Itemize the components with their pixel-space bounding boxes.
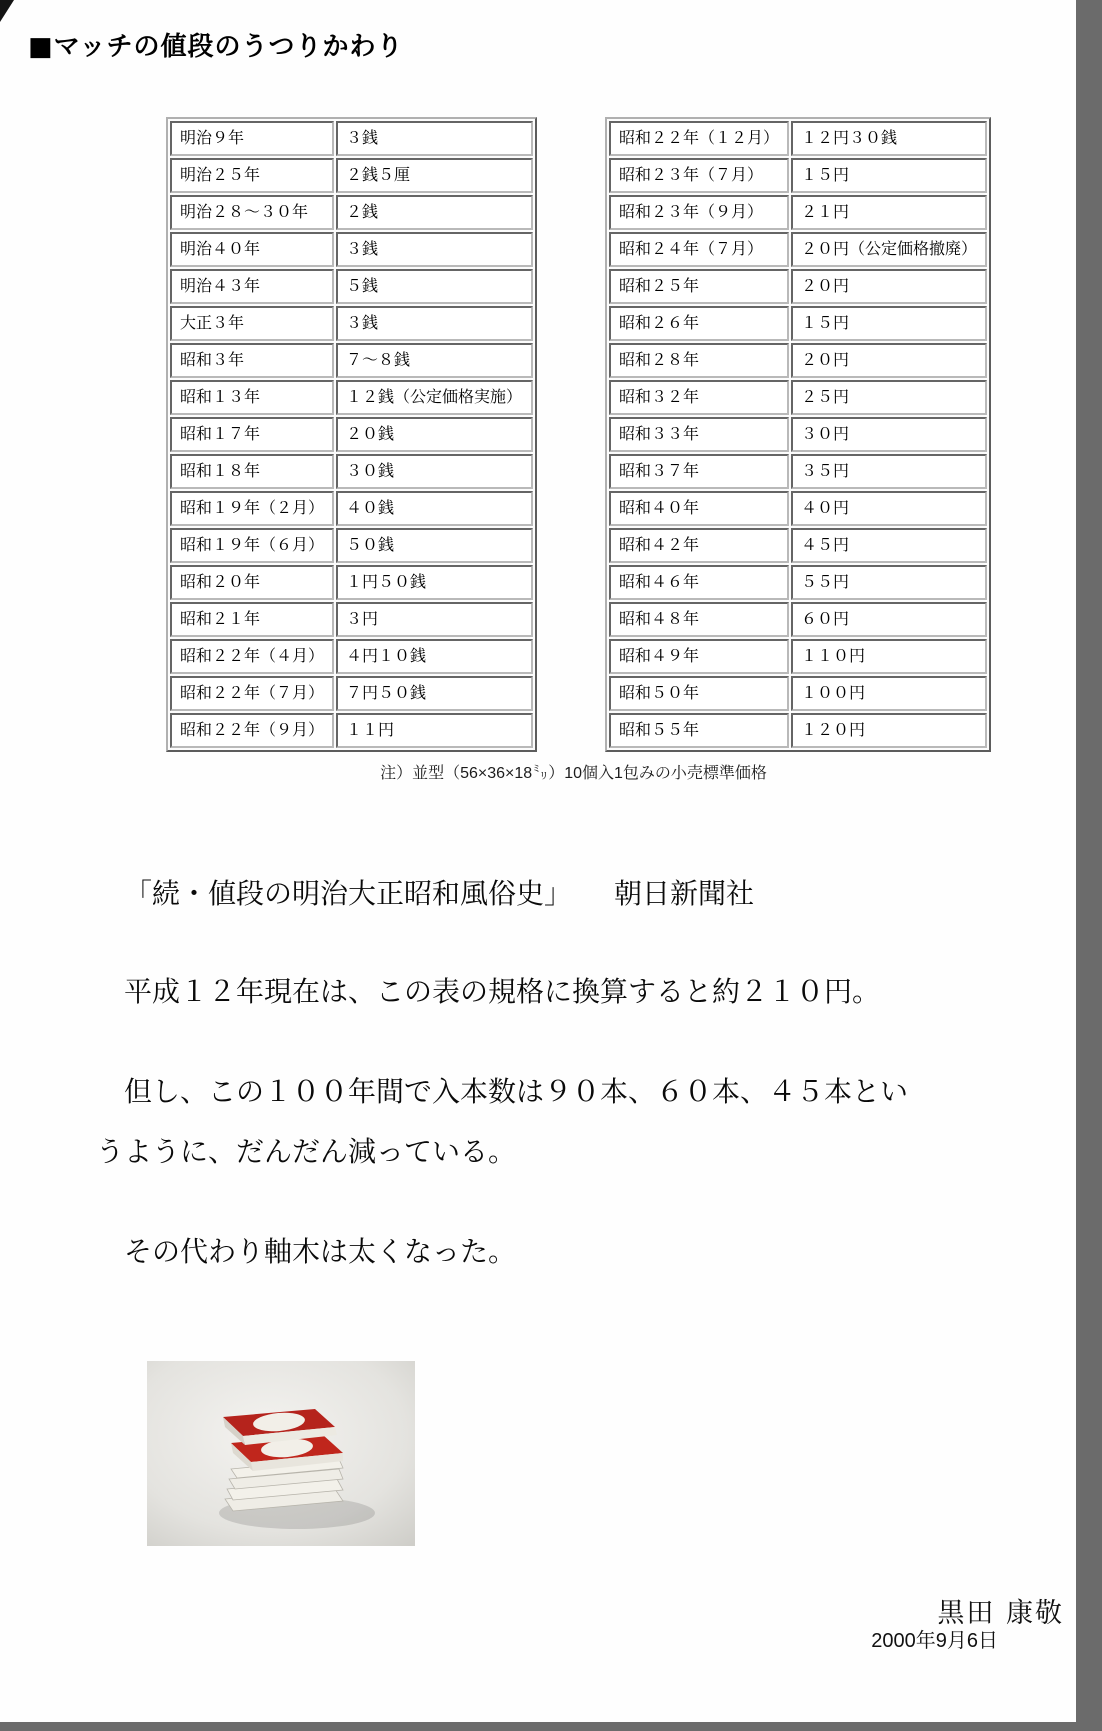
table-cell: ３０銭	[336, 454, 533, 489]
table-cell: ４円１０銭	[336, 639, 533, 674]
table-cell: １１０円	[791, 639, 987, 674]
table-cell: １２銭（公定価格実施）	[336, 380, 533, 415]
table-cell: 昭和２６年	[609, 306, 789, 341]
table-cell: ２５円	[791, 380, 987, 415]
table-cell: 昭和１３年	[170, 380, 334, 415]
table-cell: 昭和３３年	[609, 417, 789, 452]
table-row	[170, 713, 533, 748]
table-cell: ２０円	[791, 343, 987, 378]
table-cell: 昭和２２年（４月）	[170, 639, 334, 674]
table-cell: 昭和２２年（１２月）	[609, 121, 789, 156]
table-cell: １００円	[791, 676, 987, 711]
table-cell: 昭和１７年	[170, 417, 334, 452]
table-cell: 昭和２０年	[170, 565, 334, 600]
table-row	[609, 306, 987, 341]
table-cell: ３０円	[791, 417, 987, 452]
paragraph-stick-count: 但し、この１００年間で入本数は９０本、６０本、４５本というように、だんだん減っている。	[96, 1075, 909, 1168]
table-row	[170, 380, 533, 415]
price-table-showa22-showa55	[605, 117, 991, 752]
table-row	[609, 676, 987, 711]
table-cell: 昭和２５年	[609, 269, 789, 304]
table-cell: 明治４０年	[170, 232, 334, 267]
table-row	[609, 195, 987, 230]
table-cell: １５円	[791, 158, 987, 193]
table-row	[170, 639, 533, 674]
table-cell: 昭和２４年（７月）	[609, 232, 789, 267]
table-cell: ３銭	[336, 232, 533, 267]
table-cell: 昭和３２年	[609, 380, 789, 415]
page-edge-bottom	[0, 1722, 1102, 1731]
table-cell: ２１円	[791, 195, 987, 230]
table-cell: ３５円	[791, 454, 987, 489]
table-row	[609, 602, 987, 637]
table-row	[170, 676, 533, 711]
table-cell: 昭和４２年	[609, 528, 789, 563]
matchbox-stack-illustration	[147, 1361, 415, 1546]
table-cell: ４０銭	[336, 491, 533, 526]
table-cell: 昭和４６年	[609, 565, 789, 600]
page-title: ■マッチの値段のうつりかわり	[28, 32, 404, 62]
table-row	[609, 417, 987, 452]
table-cell: 昭和１９年（２月）	[170, 491, 334, 526]
table-row	[170, 454, 533, 489]
table-row	[609, 565, 987, 600]
table-cell: １２円３０銭	[791, 121, 987, 156]
table-cell: ２０円	[791, 269, 987, 304]
table-cell: 昭和４９年	[609, 639, 789, 674]
table-cell: 昭和２２年（９月）	[170, 713, 334, 748]
table-row	[170, 417, 533, 452]
table-cell: ４０円	[791, 491, 987, 526]
table-cell: ２銭	[336, 195, 533, 230]
table-row	[170, 491, 533, 526]
table-cell: ７円５０銭	[336, 676, 533, 711]
table-cell: １２０円	[791, 713, 987, 748]
table-row	[170, 121, 533, 156]
table-row	[170, 158, 533, 193]
table-cell: ４５円	[791, 528, 987, 563]
table-row	[609, 639, 987, 674]
table-cell: １円５０銭	[336, 565, 533, 600]
table-row	[170, 306, 533, 341]
table-row	[609, 343, 987, 378]
table-cell: 明治９年	[170, 121, 334, 156]
table-cell: 昭和２３年（７月）	[609, 158, 789, 193]
table-cell: １５円	[791, 306, 987, 341]
table-cell: 昭和４０年	[609, 491, 789, 526]
table-cell: ２０円（公定価格撤廃）	[791, 232, 987, 267]
table-cell: ３銭	[336, 121, 533, 156]
table-cell: 昭和４８年	[609, 602, 789, 637]
table-cell: 明治４３年	[170, 269, 334, 304]
table-cell: １１円	[336, 713, 533, 748]
paragraph-current-price: 平成１２年現在は、この表の規格に換算すると約２１０円。	[124, 975, 881, 1008]
table-cell: 昭和３年	[170, 343, 334, 378]
matchbox-photo	[147, 1361, 415, 1546]
paragraph-stick-thickness: その代わり軸木は太くなった。	[124, 1235, 517, 1268]
table-row	[609, 454, 987, 489]
table-row	[170, 528, 533, 563]
table-cell: ５０銭	[336, 528, 533, 563]
table-row	[170, 269, 533, 304]
table-row	[170, 343, 533, 378]
table-cell: 昭和５０年	[609, 676, 789, 711]
table-cell: 昭和２８年	[609, 343, 789, 378]
signature-date: 2000年9月6日	[871, 1630, 998, 1652]
table-cell: 明治２５年	[170, 158, 334, 193]
table-cell: 明治２８～３０年	[170, 195, 334, 230]
table-cell: ６０円	[791, 602, 987, 637]
table-row	[609, 380, 987, 415]
table-row	[609, 121, 987, 156]
page-edge-right	[1076, 0, 1102, 1731]
table-row	[170, 195, 533, 230]
table-cell: 昭和１９年（６月）	[170, 528, 334, 563]
source-reference-line: 「続・値段の明治大正昭和風俗史」 朝日新聞社	[124, 877, 755, 910]
corner-artifact	[0, 0, 14, 22]
price-table-meiji-showa22	[166, 117, 537, 752]
table-cell: ２０銭	[336, 417, 533, 452]
price-table-right-body	[609, 121, 987, 748]
table-note: 注）並型（56×36×18㍉）10個入1包みの小売標準価格	[380, 765, 767, 782]
table-row	[609, 528, 987, 563]
table-cell: 昭和２３年（９月）	[609, 195, 789, 230]
table-row	[170, 232, 533, 267]
table-cell: ５銭	[336, 269, 533, 304]
price-table-left-body	[170, 121, 533, 748]
table-cell: 昭和１８年	[170, 454, 334, 489]
table-cell: 昭和２２年（７月）	[170, 676, 334, 711]
table-row	[609, 158, 987, 193]
table-cell: ３円	[336, 602, 533, 637]
table-row	[609, 269, 987, 304]
table-cell: 昭和２１年	[170, 602, 334, 637]
table-cell: 昭和３７年	[609, 454, 789, 489]
table-cell: ３銭	[336, 306, 533, 341]
table-row	[609, 232, 987, 267]
table-row	[170, 565, 533, 600]
table-cell: 大正３年	[170, 306, 334, 341]
table-cell: ５５円	[791, 565, 987, 600]
author-name: 黒田 康敬	[937, 1598, 1064, 1629]
table-row	[609, 713, 987, 748]
table-row	[609, 491, 987, 526]
table-cell: ２銭５厘	[336, 158, 533, 193]
table-cell: 昭和５５年	[609, 713, 789, 748]
table-row	[170, 602, 533, 637]
table-cell: ７～８銭	[336, 343, 533, 378]
